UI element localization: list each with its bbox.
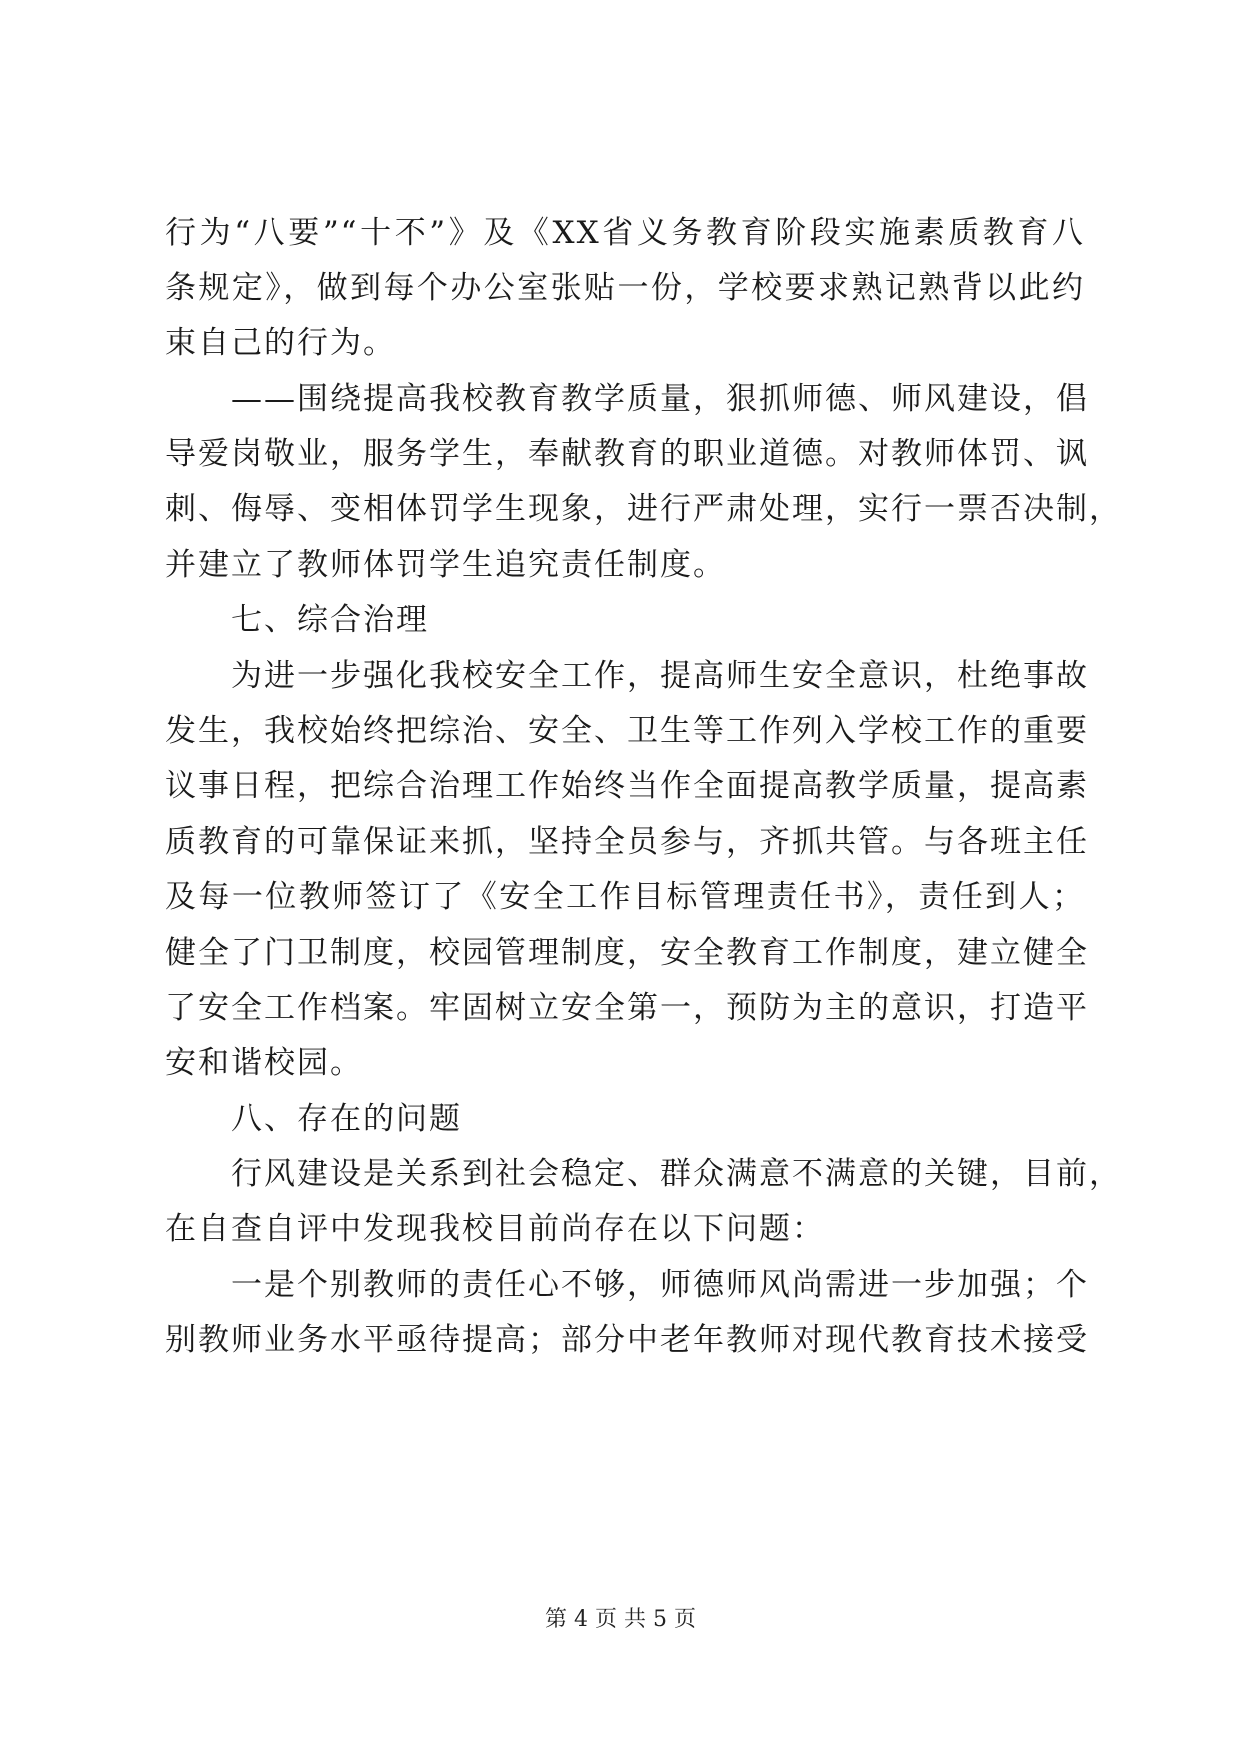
text-line: 别教师业务水平亟待提高；部分中老年教师对现代教育技术接受 [165,1322,1089,1358]
text-line: 条规定》，做到每个办公室张贴一份，学校要求熟记熟背以此约 [165,270,1085,306]
text-line: 安和谐校园。 [165,1045,363,1081]
text-line: 发生，我校始终把综治、安全、卫生等工作列入学校工作的重要 [165,713,1089,749]
text-line: 行风建设是关系到社会稳定、群众满意不满意的关键，目前， [231,1156,1122,1192]
text-line: 在自查自评中发现我校目前尚存在以下问题： [165,1211,825,1247]
page-number-footer: 第 4 页 共 5 页 [545,1607,696,1632]
text-line: 行为“八要”“十不”》及《XX省义务教育阶段实施素质教育八 [165,215,1085,251]
text-line: 刺、侮辱、变相体罚学生现象，进行严肃处理，实行一票否决制， [165,491,1122,527]
section-heading: 八、存在的问题 [231,1101,462,1137]
text-line: ——围绕提高我校教育教学质量，狠抓师德、师风建设，倡 [231,381,1089,417]
section-heading: 七、综合治理 [231,602,429,638]
text-line: 议事日程，把综合治理工作始终当作全面提高教学质量，提高素 [165,768,1089,804]
text-line: 了安全工作档案。牢固树立安全第一，预防为主的意识，打造平 [165,990,1089,1026]
text-line: 为进一步强化我校安全工作，提高师生安全意识，杜绝事故 [231,658,1089,694]
text-line: 并建立了教师体罚学生追究责任制度。 [165,547,726,583]
text-line: 一是个别教师的责任心不够，师德师风尚需进一步加强；个 [231,1267,1089,1303]
text-line: 健全了门卫制度，校园管理制度，安全教育工作制度，建立健全 [165,935,1089,971]
text-line: 束自己的行为。 [165,325,396,361]
text-line: 及每一位教师签订了《安全工作目标管理责任书》，责任到人； [165,879,1085,915]
text-line: 导爱岗敬业，服务学生，奉献教育的职业道德。对教师体罚、讽 [165,436,1089,472]
text-line: 质教育的可靠保证来抓，坚持全员参与，齐抓共管。与各班主任 [165,824,1089,860]
